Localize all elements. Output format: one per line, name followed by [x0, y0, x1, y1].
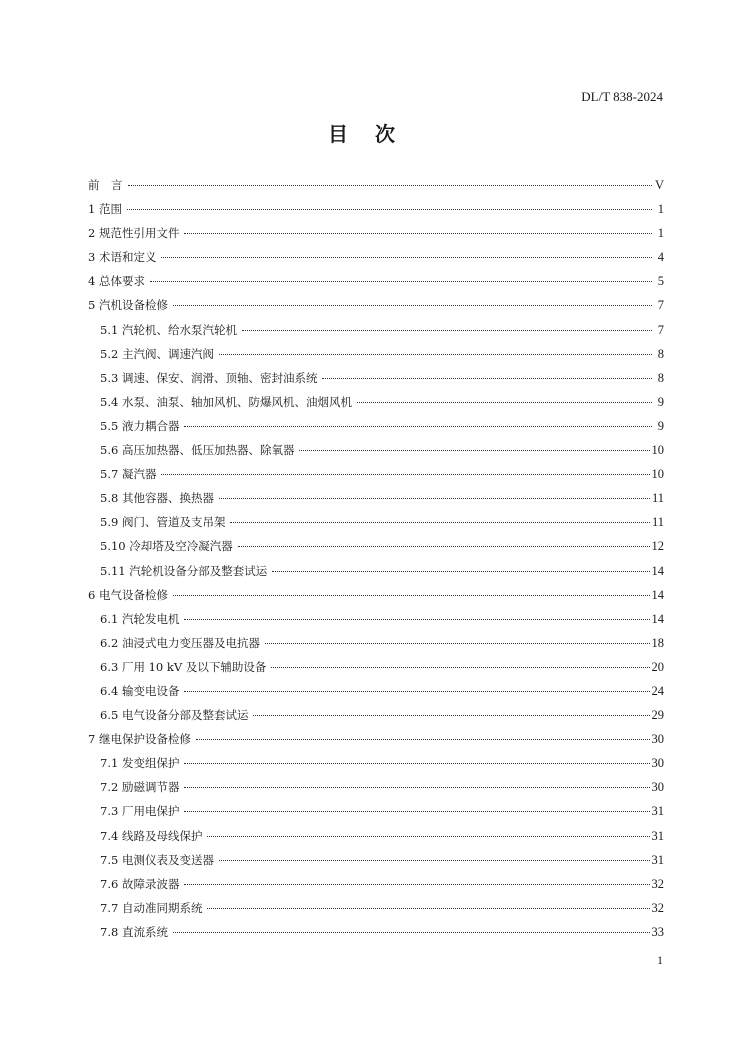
dot-leader	[238, 546, 650, 547]
toc-entry[interactable]	[88, 536, 664, 560]
dot-leader	[230, 522, 650, 523]
toc-entry-label: 5.2 主汽阀、调速汽阀	[100, 346, 214, 361]
toc-entry-label: 6.3 厂用 10 kV 及以下辅助设备	[100, 659, 267, 674]
toc-entry-label: 5 汽机设备检修	[88, 298, 168, 313]
dot-leader	[207, 908, 649, 909]
dot-leader	[219, 860, 650, 861]
toc-entry-label: 4 总体要求	[88, 274, 145, 289]
toc-entry[interactable]	[88, 440, 664, 464]
toc-entry-label: 7.4 线路及母线保护	[100, 828, 203, 843]
toc-entry-label: 5.1 汽轮机、给水泵汽轮机	[100, 322, 237, 337]
toc-entry-page: 31	[651, 804, 664, 819]
toc-entry-page: 1	[657, 202, 664, 217]
dot-leader	[184, 426, 652, 427]
dot-leader	[184, 884, 649, 885]
toc-entry[interactable]	[88, 344, 664, 368]
toc-entry-label: 2 规范性引用文件	[88, 226, 180, 241]
toc-entry-page: V	[654, 178, 664, 192]
toc-entry[interactable]	[88, 199, 664, 223]
toc-entry[interactable]	[88, 271, 664, 295]
toc-entry-label: 5.8 其他容器、换热器	[100, 491, 214, 506]
toc-entry-page: 4	[657, 250, 664, 265]
toc-entry-page: 10	[651, 467, 664, 482]
toc-entry-label: 7.7 自动准同期系统	[100, 900, 203, 915]
toc-entry-page: 30	[651, 780, 664, 795]
toc-entry-label: 7.5 电测仪表及变送器	[100, 852, 214, 867]
toc-entry-label: 5.10 冷却塔及空冷凝汽器	[100, 539, 233, 554]
dot-leader	[184, 691, 649, 692]
toc-entry-page: 33	[651, 924, 664, 939]
toc-entry-page: 20	[651, 659, 664, 674]
toc-entry[interactable]	[88, 657, 664, 681]
toc-entry-page: 32	[651, 900, 664, 915]
dot-leader	[207, 836, 649, 837]
toc-entry[interactable]	[88, 512, 664, 536]
dot-leader	[173, 595, 650, 596]
toc-entry-page: 7	[657, 322, 664, 337]
dot-leader	[322, 378, 652, 379]
dot-leader	[173, 305, 652, 306]
toc-entry-page: 31	[651, 852, 664, 867]
dot-leader	[357, 402, 652, 403]
dot-leader	[184, 763, 649, 764]
toc-entry[interactable]	[88, 609, 664, 633]
toc-entry-label: 7.6 故障录波器	[100, 876, 180, 891]
toc-entry-page: 11	[651, 515, 664, 530]
toc-entry[interactable]	[88, 561, 664, 585]
toc-entry-page: 30	[651, 732, 664, 747]
toc-entry-label: 7 继电保护设备检修	[88, 732, 191, 747]
dot-leader	[219, 354, 652, 355]
toc-entry-label: 5.4 水泵、油泵、轴加风机、防爆风机、油烟风机	[100, 394, 352, 409]
toc-entry-page: 29	[651, 708, 664, 723]
dot-leader	[271, 667, 649, 668]
dot-leader	[128, 185, 653, 186]
toc-entry-page: 31	[651, 828, 664, 843]
toc-entry-page: 9	[657, 418, 664, 433]
toc-entry-label: 7.1 发变组保护	[100, 756, 180, 771]
toc-entry-page: 9	[657, 394, 664, 409]
toc-entry[interactable]	[88, 223, 664, 247]
toc-entry[interactable]	[88, 850, 664, 874]
toc-entry[interactable]	[88, 320, 664, 344]
table-of-contents	[88, 175, 664, 946]
toc-entry-page: 14	[651, 563, 664, 578]
toc-entry-label: 6 电气设备检修	[88, 587, 168, 602]
dot-leader	[196, 739, 650, 740]
toc-entry-label: 5.5 液力耦合器	[100, 418, 180, 433]
dot-leader	[150, 281, 652, 282]
toc-entry-page: 32	[651, 876, 664, 891]
toc-entry[interactable]	[88, 826, 664, 850]
toc-entry-label: 5.6 高压加热器、低压加热器、除氧器	[100, 443, 295, 458]
dot-leader	[184, 787, 649, 788]
toc-entry[interactable]	[88, 392, 664, 416]
toc-entry-label: 7.2 励磁调节器	[100, 780, 180, 795]
dot-leader	[299, 450, 649, 451]
toc-entry-label: 5.7 凝汽器	[100, 467, 157, 482]
toc-entry-page: 8	[657, 370, 664, 385]
toc-entry[interactable]	[88, 247, 664, 271]
toc-entry-page: 8	[657, 346, 664, 361]
toc-entry[interactable]	[88, 633, 664, 657]
page-number: 1	[657, 953, 663, 967]
toc-entry[interactable]	[88, 585, 664, 609]
dot-leader	[173, 932, 650, 933]
toc-entry[interactable]	[88, 368, 664, 392]
toc-entry[interactable]	[88, 488, 664, 512]
toc-entry[interactable]	[88, 705, 664, 729]
toc-entry-page: 14	[651, 587, 664, 602]
toc-entry[interactable]	[88, 753, 664, 777]
toc-entry[interactable]	[88, 922, 664, 946]
toc-entry[interactable]	[88, 416, 664, 440]
dot-leader	[265, 643, 650, 644]
toc-entry-label: 前 言	[88, 178, 123, 192]
toc-entry[interactable]	[88, 175, 664, 199]
dot-leader	[253, 715, 649, 716]
toc-entry-label: 1 范围	[88, 202, 122, 217]
toc-entry-page: 24	[651, 683, 664, 698]
toc-entry-label: 6.4 输变电设备	[100, 683, 180, 698]
toc-entry-label: 7.8 直流系统	[100, 924, 168, 939]
toc-entry[interactable]	[88, 801, 664, 825]
toc-entry[interactable]	[88, 464, 664, 488]
toc-entry[interactable]	[88, 295, 664, 319]
dot-leader	[161, 474, 649, 475]
toc-entry-label: 3 术语和定义	[88, 250, 157, 265]
toc-entry-label: 5.11 汽轮机设备分部及整套试运	[100, 563, 268, 578]
dot-leader	[242, 330, 652, 331]
toc-entry[interactable]	[88, 874, 664, 898]
dot-leader	[184, 619, 649, 620]
toc-entry-page: 11	[651, 491, 664, 506]
toc-entry[interactable]	[88, 729, 664, 753]
toc-entry-page: 30	[651, 756, 664, 771]
dot-leader	[184, 811, 649, 812]
toc-entry-page: 18	[651, 635, 664, 650]
toc-entry-label: 6.1 汽轮发电机	[100, 611, 180, 626]
page-title: 目 次	[328, 122, 405, 146]
toc-entry[interactable]	[88, 681, 664, 705]
dot-leader	[219, 498, 650, 499]
toc-entry-label: 7.3 厂用电保护	[100, 804, 180, 819]
toc-entry-page: 5	[657, 274, 664, 289]
toc-entry-page: 1	[657, 226, 664, 241]
toc-entry-label: 5.3 调速、保安、润滑、顶轴、密封油系统	[100, 370, 318, 385]
toc-entry-page: 7	[657, 298, 664, 313]
toc-entry-page: 12	[651, 539, 664, 554]
toc-entry-label: 5.9 阀门、管道及支吊架	[100, 515, 226, 530]
toc-entry-label: 6.5 电气设备分部及整套试运	[100, 708, 249, 723]
dot-leader	[184, 233, 652, 234]
document-code: DL/T 838-2024	[581, 89, 663, 104]
dot-leader	[161, 257, 652, 258]
dot-leader	[127, 209, 652, 210]
dot-leader	[272, 571, 649, 572]
toc-entry-page: 14	[651, 611, 664, 626]
toc-entry-page: 10	[651, 443, 664, 458]
toc-entry[interactable]	[88, 898, 664, 922]
toc-entry-label: 6.2 油浸式电力变压器及电抗器	[100, 635, 260, 650]
toc-entry[interactable]	[88, 777, 664, 801]
